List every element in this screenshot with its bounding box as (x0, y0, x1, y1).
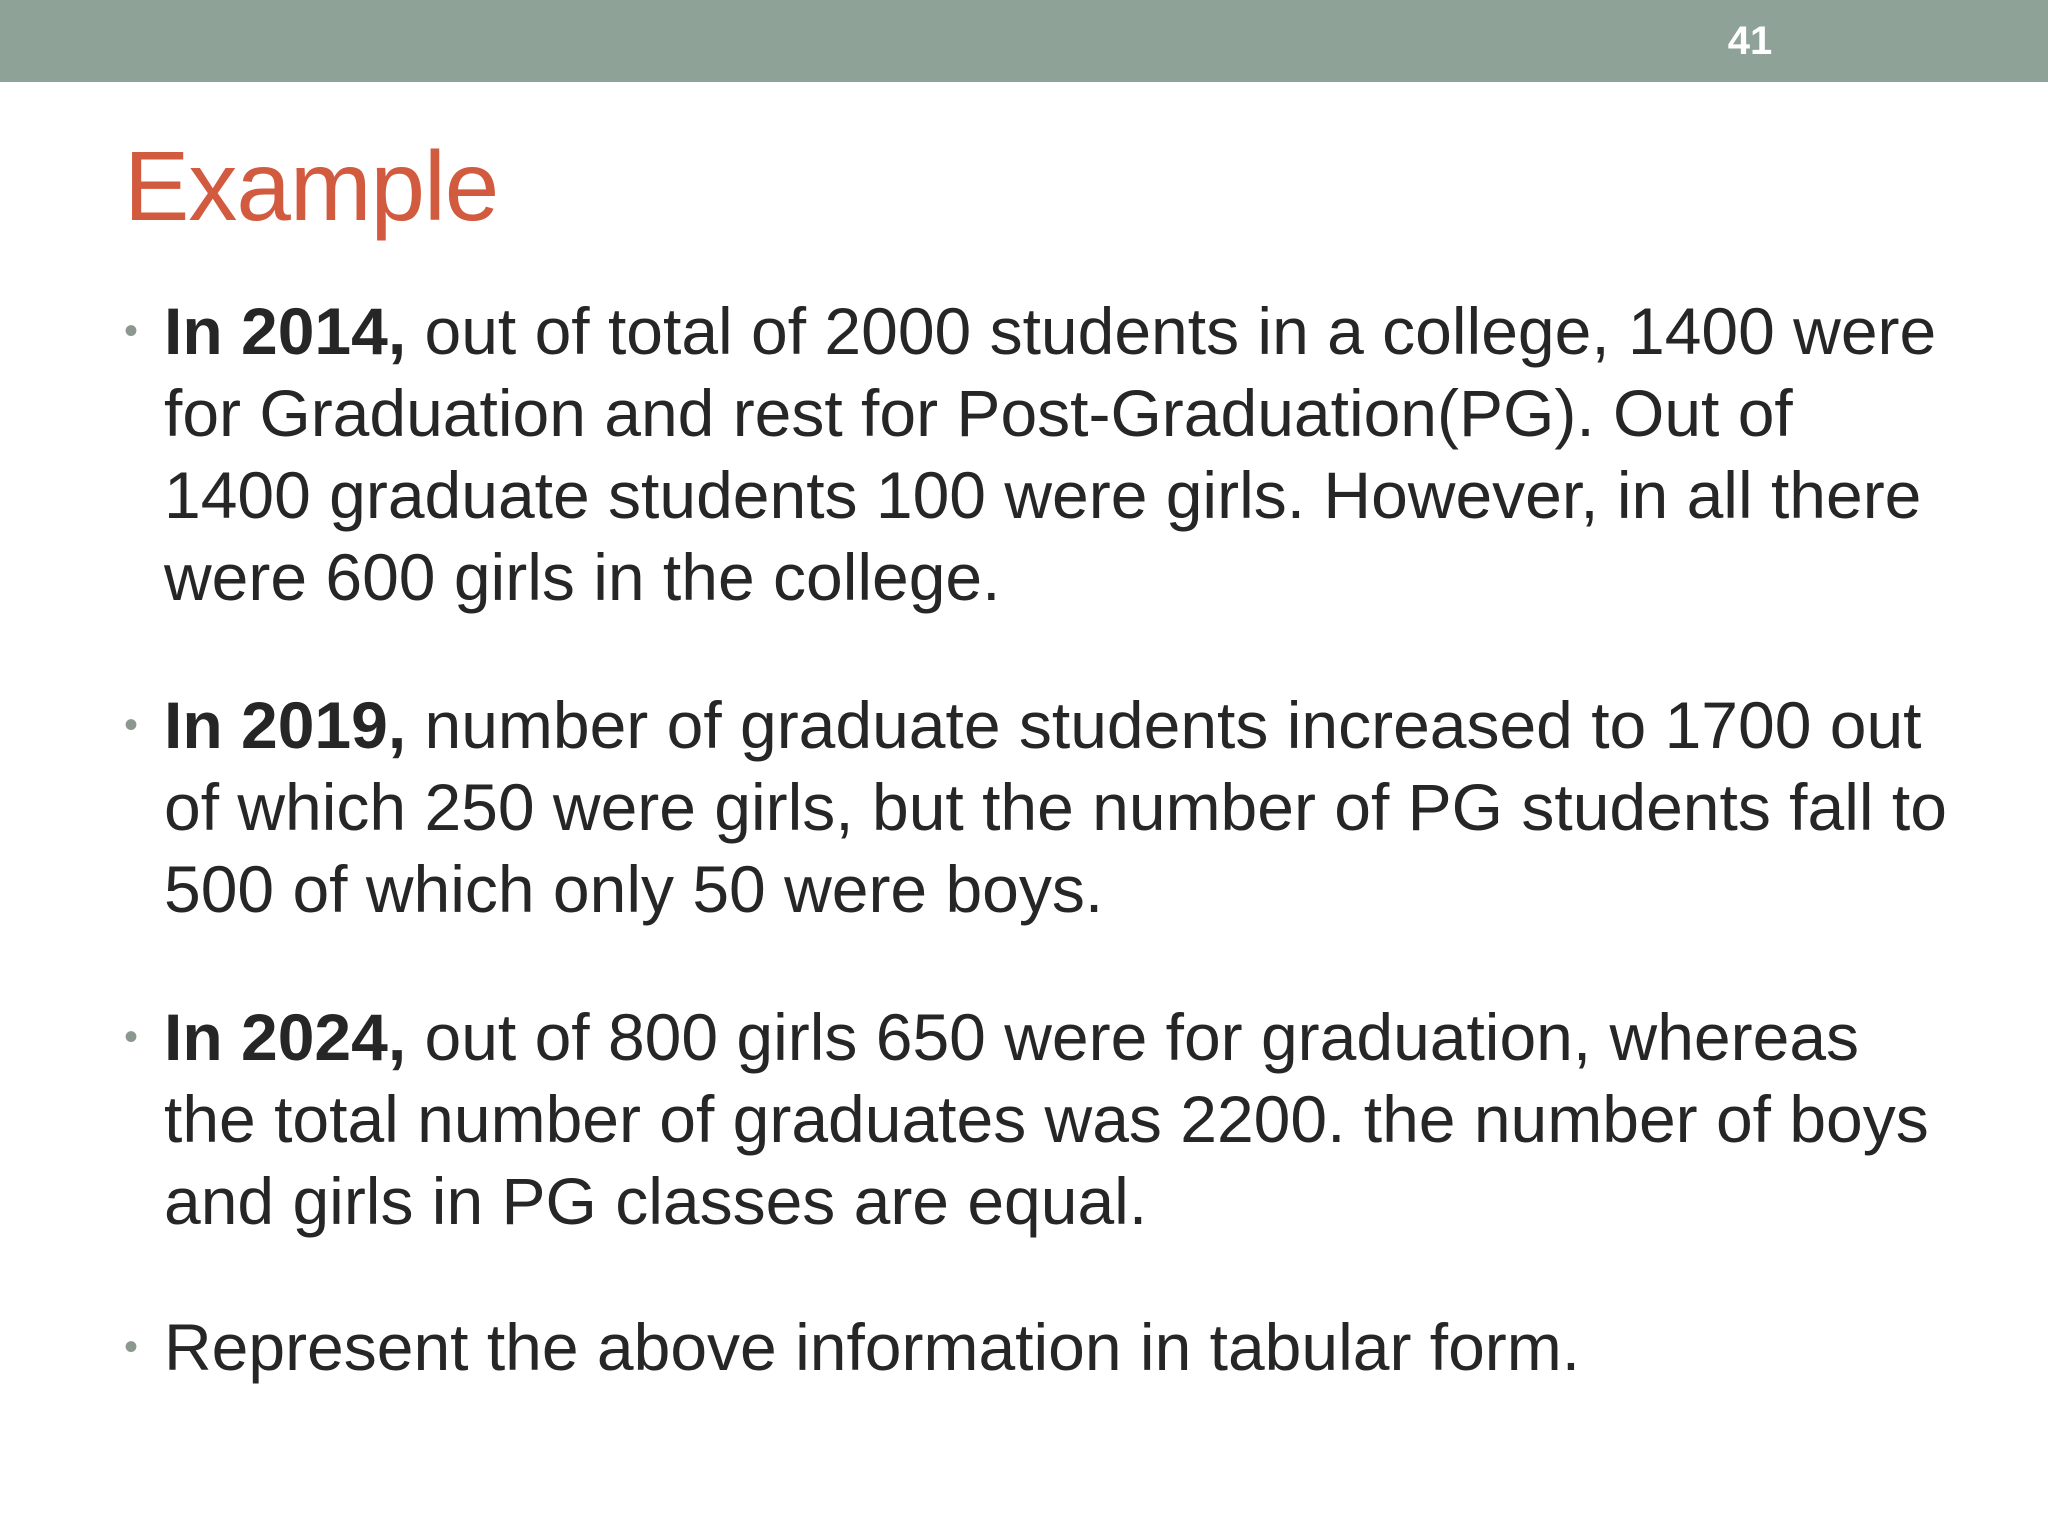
bullet-dot-icon: • (124, 1325, 139, 1369)
bullet-text: Represent the above information in tabular form. (164, 1310, 1581, 1384)
bullet-year-label: In 2019, (164, 688, 407, 762)
bullet-dot-icon: • (124, 309, 139, 353)
header-bar (0, 0, 2048, 82)
slide-number: 41 (1727, 19, 1773, 63)
bullet-item-task (124, 1306, 1954, 1388)
slide-title: Example (124, 131, 499, 241)
bullet-list (124, 290, 1954, 1388)
bullet-text: number of graduate students increased to 1700 out of which 250 were girls, but the number of PG students fall to 500 of which only 50 were boys. (164, 688, 1947, 926)
bullet-item-2019 (124, 684, 1954, 930)
bullet-text: out of total of 2000 students in a college, 1400 were for Graduation and rest for Post-Graduation(PG). Out of 1400 graduate students 100 were girls. However, in all there were 600 girls in the college. (164, 294, 1937, 614)
bullet-dot-icon: • (124, 1015, 139, 1059)
bullet-year-label: In 2014, (164, 294, 407, 368)
bullet-dot-icon: • (124, 703, 139, 747)
bullet-item-2014 (124, 290, 1954, 618)
bullet-year-label: In 2024, (164, 1000, 407, 1074)
bullet-item-2024 (124, 996, 1954, 1242)
bullet-text: out of 800 girls 650 were for graduation, whereas the total number of graduates was 2200. the number of boys and girls in PG classes are equal. (164, 1000, 1929, 1238)
